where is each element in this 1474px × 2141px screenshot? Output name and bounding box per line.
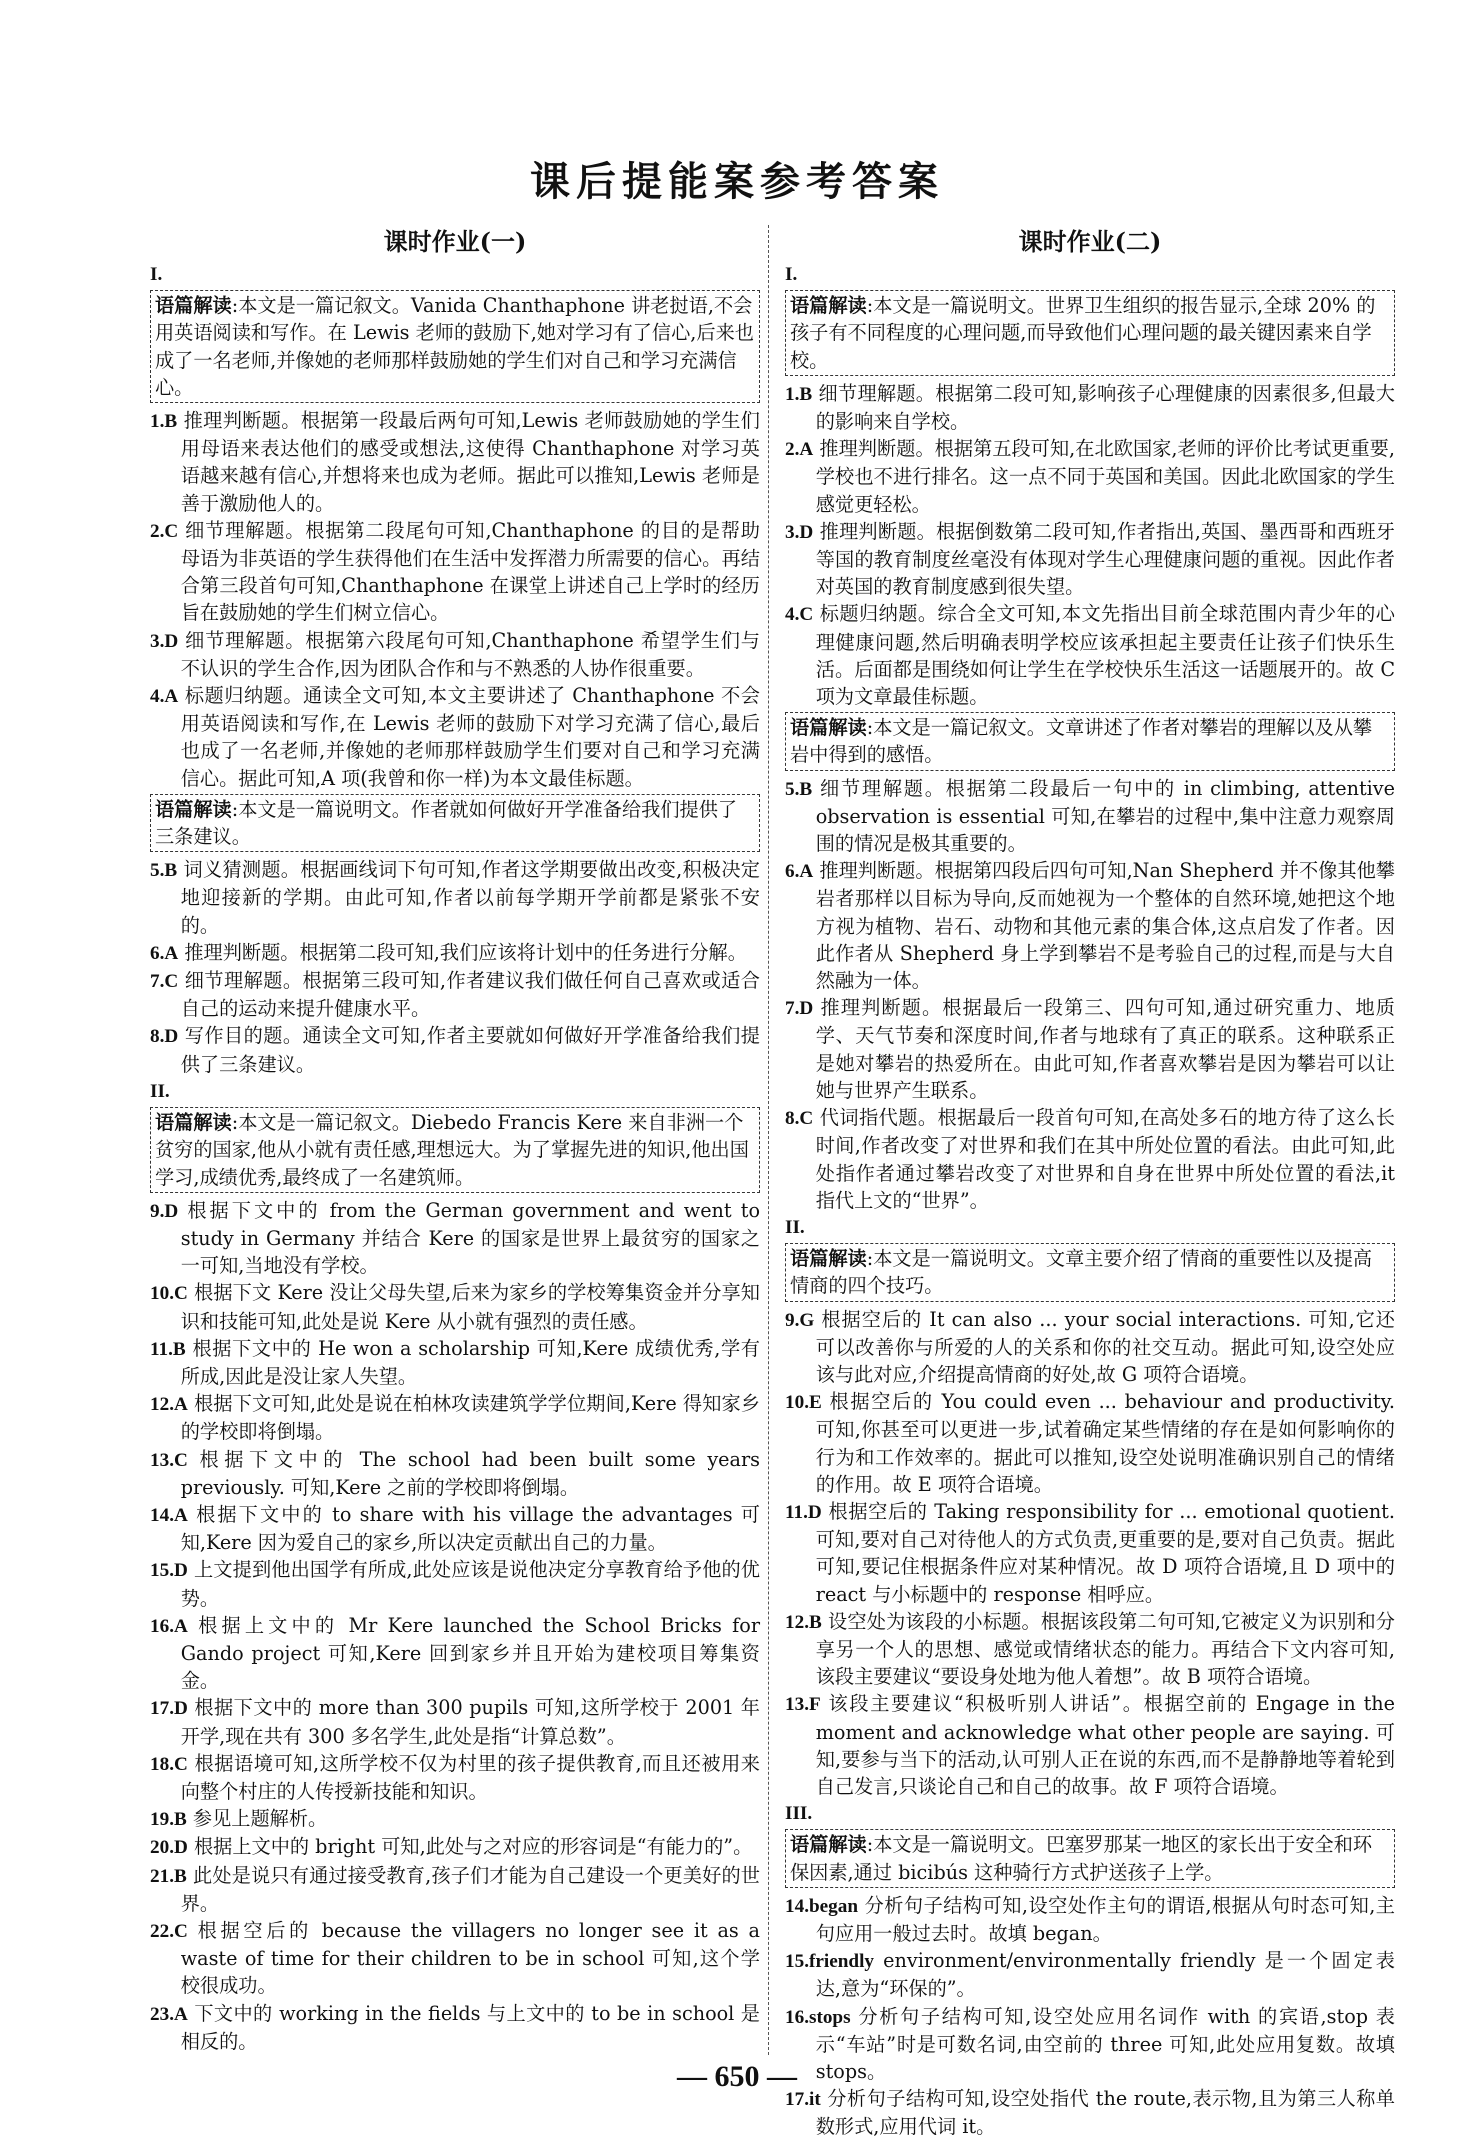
answer-item bbox=[785, 1104, 1395, 1214]
passage-summary-label: 语篇解读 bbox=[155, 1111, 232, 1135]
answer-explanation: 参见上题解析。 bbox=[186, 1807, 328, 1831]
answer-item bbox=[150, 1805, 760, 1833]
answer-number: 8.C bbox=[785, 1108, 814, 1130]
answer-explanation: 推理判断题。根据第四段后四句可知,Nan Shepherd 并不像其他攀岩者那样以目标为导向,反而她视为一个整体的自然环境,她把这个地方视为植物、岩石、动物和其他元素的集合体,这点启发了作者。因此作者从 Shepherd 身上学到攀岩不是考验自己的过程,而是与大自然融为一体。 bbox=[813, 859, 1395, 993]
answer-explanation: 词义猜测题。根据画线词下句可知,作者这学期要做出改变,积极决定地迎接新的学期。由此可知,作者以前每学期开学前都是紧张不安的。 bbox=[177, 858, 760, 937]
answer-explanation: 设空处为该段的小标题。根据该段第二句可知,它被定义为识别和分享另一个人的思想、感觉或情绪状态的能力。再结合下文内容可知,该段主要建议“要设身处地为他人着想”。故 B 项符合语境。 bbox=[815, 1609, 1395, 1689]
answer-explanation: 根据语境可知,这所学校不仅为村里的孩子提供教育,而且还被用来向整个村庄的人传授新技能和知识。 bbox=[180, 1751, 760, 1803]
answer-number: 7.C bbox=[150, 971, 179, 993]
answer-number: 5.B bbox=[785, 778, 813, 800]
answer-explanation: 推理判断题。根据第二段可知,我们应该将计划中的任务进行分解。 bbox=[178, 940, 747, 964]
answer-explanation: 根据下文中的 more than 300 pupils 可知,这所学校于 2001 年开学,现在共有 300 多名学生,此处是指“计算总数”。 bbox=[180, 1696, 760, 1748]
answer-item bbox=[150, 939, 760, 967]
answer-number: 15.friendly bbox=[785, 1951, 875, 1973]
answer-number: 20.D bbox=[150, 1837, 188, 1859]
answer-number: 13.C bbox=[150, 1449, 188, 1471]
answer-explanation: 细节理解题。根据第三段可知,作者建议我们做任何自己喜欢或适合自己的运动来提升健康水平。 bbox=[178, 969, 760, 1021]
answer-number: 14.began bbox=[785, 1895, 859, 1917]
passage-summary-label: 语篇解读 bbox=[790, 716, 867, 740]
answer-number: 8.D bbox=[150, 1026, 179, 1048]
answer-item bbox=[785, 600, 1395, 710]
answer-explanation: 推理判断题。根据第五段可知,在北欧国家,老师的评价比考试更重要,学校也不进行排名。这一点不同于英国和美国。因此北欧国家的学生感觉更轻松。 bbox=[813, 437, 1395, 516]
answer-item bbox=[150, 682, 760, 792]
passage-summary-box bbox=[785, 1243, 1395, 1301]
answer-number: 13.F bbox=[785, 1694, 821, 1716]
answer-number: 1.B bbox=[150, 411, 178, 433]
answer-number: 2.C bbox=[150, 520, 179, 542]
answer-item bbox=[785, 435, 1395, 518]
answer-number: 9.G bbox=[785, 1309, 815, 1331]
answer-number: 17.it bbox=[785, 2089, 821, 2111]
answer-number: 6.A bbox=[150, 942, 179, 964]
answer-item bbox=[785, 1608, 1395, 1691]
answer-item bbox=[150, 1335, 760, 1390]
column-divider bbox=[768, 225, 769, 2055]
answer-number: 12.B bbox=[785, 1611, 822, 1633]
passage-summary-box bbox=[150, 290, 760, 403]
answer-item bbox=[150, 1612, 760, 1695]
answer-explanation: 根据空后的 It can also ... your social interactions. 可知,它还可以改善你与所爱的人的关系和你的社交互动。据此可知,设空处应该与此对应,介绍提高情商的好处,故 G 项符合语境。 bbox=[814, 1307, 1395, 1386]
right-column-heading: 课时作业(二) bbox=[1018, 227, 1162, 256]
answer-number: 3.D bbox=[150, 630, 179, 652]
left-column-heading: 课时作业(一) bbox=[383, 227, 527, 256]
answer-item bbox=[150, 1022, 760, 1077]
answer-number: 10.E bbox=[785, 1392, 822, 1414]
answer-number: 14.A bbox=[150, 1504, 188, 1526]
passage-summary-text: :本文是一篇说明文。文章主要介绍了情商的重要性以及提高情商的四个技巧。 bbox=[790, 1247, 1373, 1298]
answer-number: 2.A bbox=[785, 439, 814, 461]
section-marker: II. bbox=[150, 1080, 170, 1102]
answer-item bbox=[150, 1862, 760, 1917]
answer-item bbox=[150, 1556, 760, 1611]
answer-explanation: 根据下文中的 He won a scholarship 可知,Kere 成绩优秀,学有所成,因此是没让家人失望。 bbox=[180, 1336, 760, 1388]
answer-item bbox=[150, 2000, 760, 2055]
answer-explanation: 代词指代题。根据最后一段首句可知,在高处多石的地方待了这么长时间,作者改变了对世界和我们在其中所处位置的看法。由此可知,此处指作者通过攀岩改变了对世界和自身在世界中所处位置的看法,it 指代上文的“世界”。 bbox=[813, 1106, 1395, 1212]
left-column bbox=[150, 225, 760, 2053]
passage-summary-text: :本文是一篇说明文。作者就如何做好开学准备给我们提供了三条建议。 bbox=[155, 797, 738, 849]
answer-explanation: 根据空后的 You could even ... behaviour and productivity. 可知,你甚至可以更进一步,试着确定某些情绪的存在是如何影响你的行为和工作效率的。据此可以推知,设空处说明准确识别自己的情绪的作用。故 E 项符合语境。 bbox=[815, 1390, 1395, 1496]
answer-item bbox=[150, 1279, 760, 1334]
answer-number: 23.A bbox=[150, 2003, 188, 2025]
answer-item bbox=[150, 1446, 760, 1501]
answer-item bbox=[150, 856, 760, 939]
answer-item bbox=[785, 1388, 1395, 1498]
answer-item bbox=[150, 1833, 760, 1861]
right-column bbox=[785, 225, 1395, 2139]
answer-number: 19.B bbox=[150, 1809, 187, 1831]
answer-explanation: 根据下文中的 to share with his village the advantages 可知,Kere 因为爱自己的家乡,所以决定贡献出自己的力量。 bbox=[180, 1502, 760, 1555]
answer-item bbox=[150, 517, 760, 627]
answer-number: 16.stops bbox=[785, 2006, 851, 2028]
answer-item bbox=[150, 627, 760, 682]
answer-explanation: 写作目的题。通读全文可知,作者主要就如何做好开学准备给我们提供了三条建议。 bbox=[178, 1024, 760, 1076]
page-number: — 650 — bbox=[677, 2060, 797, 2093]
answer-explanation: 根据空后的 because the villagers no longer see it as a waste of time for their children to be in school 可知,这个学校很成功。 bbox=[180, 1918, 760, 1998]
answer-number: 4.A bbox=[150, 686, 179, 708]
section-marker: I. bbox=[785, 264, 798, 285]
answer-item bbox=[150, 1197, 760, 1280]
answer-explanation: 细节理解题。根据第二段尾句可知,Chanthaphone 的目的是帮助母语为非英语的学生获得他们在生活中发挥潜力所需要的信心。再结合第三段首句可知,Chanthaphone 在课堂上讲述自己上学时的经历旨在鼓励她的学生们树立信心。 bbox=[178, 518, 760, 625]
right-blocks bbox=[785, 261, 1395, 2141]
answer-number: 11.B bbox=[150, 1338, 186, 1360]
answer-explanation: environment/environmentally friendly 是一个固定表达,意为“环保的”。 bbox=[815, 1949, 1395, 2001]
passage-summary-box bbox=[150, 1107, 760, 1193]
passage-summary-label: 语篇解读 bbox=[155, 294, 232, 318]
answer-item bbox=[150, 1750, 760, 1805]
answer-explanation: 分析句子结构可知,设空处作主句的谓语,根据从句时态可知,主句应用一般过去时。故填 began。 bbox=[815, 1893, 1395, 1945]
answer-item bbox=[150, 1501, 760, 1556]
answer-number: 16.A bbox=[150, 1615, 188, 1637]
answer-explanation: 分析句子结构可知,设空处指代 the route,表示物,且为第三人称单数形式,应用代词 it。 bbox=[815, 2087, 1395, 2139]
answer-item bbox=[785, 857, 1395, 994]
passage-summary-text: :本文是一篇说明文。巴塞罗那某一地区的家长出于安全和环保因素,通过 bicibús 这种骑行方式护送孩子上学。 bbox=[790, 1833, 1373, 1884]
passage-summary-box bbox=[785, 290, 1395, 376]
section-marker: II. bbox=[785, 1216, 805, 1238]
passage-summary-label: 语篇解读 bbox=[155, 797, 232, 821]
answer-number: 4.C bbox=[785, 604, 814, 626]
answer-item bbox=[785, 1947, 1395, 2002]
answer-item bbox=[785, 775, 1395, 858]
answer-explanation: 推理判断题。根据最后一段第三、四句可知,通过研究重力、地质学、天气节奏和深度时间,作者与地球有了真正的联系。这种联系正是她对攀岩的热爱所在。由此可知,作者喜欢攀岩是因为攀岩可以让她与世界产生联系。 bbox=[813, 996, 1395, 1102]
answer-number: 12.A bbox=[150, 1394, 188, 1416]
passage-summary-label: 语篇解读 bbox=[790, 294, 867, 318]
answer-number: 18.C bbox=[150, 1753, 188, 1775]
answer-number: 17.D bbox=[150, 1698, 188, 1720]
passage-summary-label: 语篇解读 bbox=[790, 1833, 867, 1857]
answer-number: 6.A bbox=[785, 861, 814, 883]
answer-number: 5.B bbox=[150, 860, 178, 882]
answer-number: 11.D bbox=[785, 1501, 822, 1523]
answer-explanation: 此处是说只有通过接受教育,孩子们才能为自己建设一个更美好的世界。 bbox=[180, 1863, 760, 1915]
answer-explanation: 下文中的 working in the fields 与上文中的 to be in school 是相反的。 bbox=[180, 2001, 760, 2053]
answer-explanation: 细节理解题。根据第六段尾句可知,Chanthaphone 希望学生们与不认识的学生合作,因为团队合作和与不熟悉的人协作很重要。 bbox=[178, 628, 760, 680]
section-marker: I. bbox=[150, 264, 163, 285]
answer-explanation: 根据下文可知,此处是说在柏林攻读建筑学学位期间,Kere 得知家乡的学校即将倒塌。 bbox=[180, 1392, 760, 1444]
answer-explanation: 上文提到他出国学有所成,此处应该是说他决定分享教育给予他的优势。 bbox=[180, 1558, 760, 1610]
passage-summary-text: :本文是一篇记叙文。文章讲述了作者对攀岩的理解以及从攀岩中得到的感悟。 bbox=[790, 716, 1373, 767]
passage-summary-text: :本文是一篇记叙文。Diebedo Francis Kere 来自非洲一个贫穷的国家,他从小就有责任感,理想远大。为了掌握先进的知识,他出国学习,成绩优秀,最终成了一名建筑师。 bbox=[155, 1111, 749, 1189]
answer-explanation: 根据下文中的 from the German government and went to study in Germany 并结合 Kere 的国家是世界上最贫穷的国家之一可知,当地没有学校。 bbox=[178, 1198, 760, 1278]
left-blocks bbox=[150, 261, 760, 2055]
answer-item bbox=[785, 994, 1395, 1104]
answer-number: 10.C bbox=[150, 1283, 188, 1305]
answer-explanation: 分析句子结构可知,设空处应用名词作 with 的宾语,stop 表示“车站”时是可数名词,由空前的 three 可知,此处应用复数。故填 stops。 bbox=[815, 2004, 1395, 2083]
answer-item bbox=[785, 380, 1395, 435]
passage-summary-box bbox=[785, 1829, 1395, 1887]
answer-number: 9.D bbox=[150, 1200, 179, 1222]
passage-summary-box bbox=[785, 712, 1395, 770]
answer-explanation: 根据上文中的 Mr Kere launched the School Bricks for Gando project 可知,Kere 回到家乡并且开始为建校项目筹集资金。 bbox=[180, 1613, 760, 1693]
answer-item bbox=[785, 1498, 1395, 1608]
answer-item bbox=[150, 1390, 760, 1445]
answer-number: 15.D bbox=[150, 1560, 188, 1582]
passage-summary-box bbox=[150, 794, 760, 852]
answer-item bbox=[785, 518, 1395, 601]
section-marker: III. bbox=[785, 1803, 813, 1825]
answer-item bbox=[150, 967, 760, 1022]
answer-number: 7.D bbox=[785, 998, 814, 1020]
answer-number: 1.B bbox=[785, 383, 813, 405]
answer-explanation: 推理判断题。根据倒数第二段可知,作者指出,英国、墨西哥和西班牙等国的教育制度丝毫没有体现对学生心理健康问题的重视。因此作者对英国的教育制度感到很失望。 bbox=[813, 519, 1395, 599]
answer-explanation: 根据下文中的 The school had been built some years previously. 可知,Kere 之前的学校即将倒塌。 bbox=[180, 1447, 760, 1499]
answer-item bbox=[785, 1306, 1395, 1389]
passage-summary-text: :本文是一篇记叙文。Vanida Chanthaphone 讲老挝语,不会用英语阅读和写作。在 Lewis 老师的鼓励下,她对学习有了信心,后来也成了一名老师,并像她的老师那样鼓励她的学生们对自己和学习充满信心。 bbox=[155, 294, 754, 399]
answer-explanation: 细节理解题。根据第二段最后一句中的 in climbing, attentive observation is essential 可知,在攀岩的过程中,集中注意力观察周围的情况是极其重要的。 bbox=[812, 776, 1395, 856]
answer-explanation: 根据下文 Kere 没让父母失望,后来为家乡的学校筹集资金并分享知识和技能可知,此处是说 Kere 从小就有强烈的责任感。 bbox=[180, 1281, 760, 1333]
answer-item bbox=[150, 407, 760, 517]
answer-explanation: 细节理解题。根据第二段可知,影响孩子心理健康的因素很多,但最大的影响来自学校。 bbox=[812, 381, 1395, 434]
answer-item bbox=[150, 1917, 760, 2000]
page-title: 课后提能案参考答案 bbox=[530, 158, 944, 205]
answer-explanation: 根据空后的 Taking responsibility for ... emotional quotient. 可知,要对自己对待他人的方式负责,更重要的是,要对自己负责。据此可知,要记住根据条件应对某种情况。故 D 项符合语境,且 D 项中的 react 与小标题中的 response 相呼应。 bbox=[815, 1499, 1395, 1606]
answer-explanation: 该段主要建议“积极听别人讲话”。根据空前的 Engage in the moment and acknowledge what other people are saying. 可知,要参与当下的活动,认可别人正在说的东西,而不是静静地等着轮到自己发言,只谈论自己和自己的故事。故 F 项符合语境。 bbox=[815, 1692, 1395, 1798]
answer-explanation: 标题归纳题。通读全文可知,本文主要讲述了 Chanthaphone 不会用英语阅读和写作,在 Lewis 老师的鼓励下对学习充满了信心,最后也成了一名老师,并像她的老师那样鼓励学生们要对自己和学习充满信心。据此可知,A 项(我曾和你一样)为本文最佳标题。 bbox=[178, 684, 760, 790]
answer-explanation: 推理判断题。根据第一段最后两句可知,Lewis 老师鼓励她的学生们用母语来表达他们的感受或想法,这使得 Chanthaphone 对学习英语越来越有信心,并想将来也成为老师。据此可以推知,Lewis 老师是善于激励他人的。 bbox=[177, 409, 760, 515]
answer-item bbox=[785, 1892, 1395, 1947]
answer-number: 22.C bbox=[150, 1920, 188, 1942]
passage-summary-text: :本文是一篇说明文。世界卫生组织的报告显示,全球 20% 的孩子有不同程度的心理问题,而导致他们心理问题的最关键因素来自学校。 bbox=[790, 294, 1376, 372]
answer-item bbox=[785, 1690, 1395, 1800]
passage-summary-label: 语篇解读 bbox=[790, 1247, 867, 1271]
answer-item bbox=[150, 1694, 760, 1749]
answer-number: 21.B bbox=[150, 1865, 187, 1887]
answer-explanation: 根据上文中的 bright 可知,此处与之对应的形容词是“有能力的”。 bbox=[187, 1835, 753, 1859]
answer-explanation: 标题归纳题。综合全文可知,本文先指出目前全球范围内青少年的心理健康问题,然后明确表明学校应该承担起主要责任让孩子们快乐生活。后面都是围绕如何让学生在学校快乐生活这一话题展开的。故 C 项为文章最佳标题。 bbox=[813, 602, 1395, 709]
answer-number: 3.D bbox=[785, 521, 814, 543]
